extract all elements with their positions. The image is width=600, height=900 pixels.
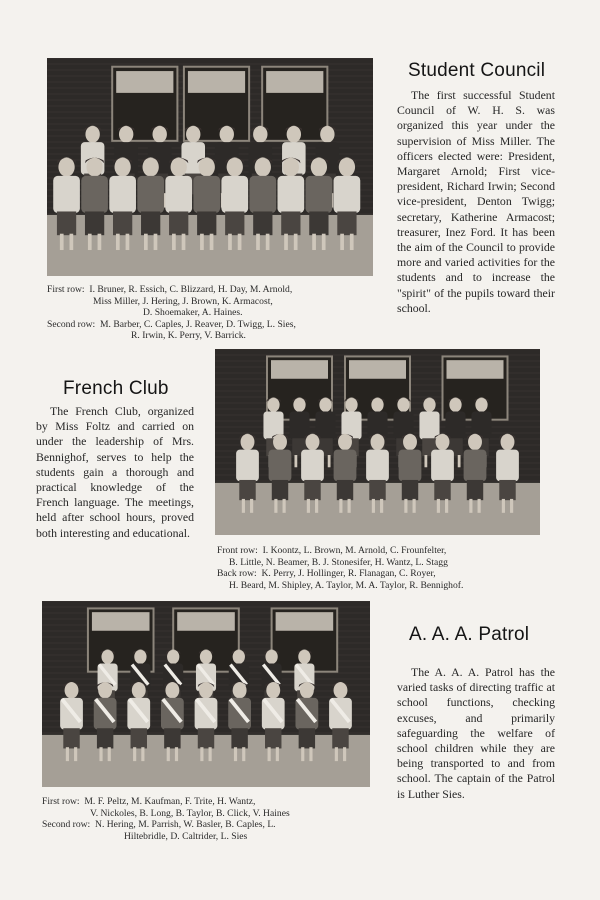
window-pane	[266, 71, 323, 93]
caption-names: V. Nickoles, B. Long, B. Taylor, B. Click, V. Haines	[90, 807, 290, 819]
caption-names: K. Perry, J. Hollinger, R. Flanagan, C. Royer,	[261, 568, 436, 580]
caption-row-label: Second row:	[42, 819, 91, 831]
aaa-patrol-caption	[42, 796, 382, 842]
window-pane	[349, 360, 406, 379]
window-pane	[447, 360, 504, 379]
student-council-caption	[47, 284, 387, 342]
student-council-text: The first successful Student Council of W. H. S. was organized this year under the supervision of Miss Miller. The officers elected were: President, Margaret Arnold; First vice-president, Richard Irwin; Second vice-president, Denton Twigg; secretary, Katherine Armacost; treasurer, Inez Ford. It has been the aim of the Council to provide more and varied activities for the students and to increase the "spirit" of the pupils toward their school.	[397, 88, 555, 315]
caption-row-label: Front row:	[217, 545, 258, 556]
caption-row-label: First row:	[42, 796, 80, 807]
window-pane	[116, 71, 173, 93]
caption-names: Hiltebridle, D. Caltrider, L. Sies	[124, 830, 248, 842]
caption-names: B. Little, N. Beamer, B. J. Stonesifer, H. Wantz, L. Stagg	[229, 556, 448, 568]
caption-names: Miss Miller, J. Hering, J. Brown, K. Armacost,	[93, 295, 273, 307]
french-club-photo	[215, 349, 540, 535]
french-club-caption	[217, 545, 557, 591]
caption-row-label: Back row:	[217, 568, 257, 580]
student-council-heading: Student Council	[408, 60, 546, 81]
window-pane	[92, 612, 150, 631]
aaa-patrol-photo	[42, 601, 370, 787]
caption-names: R. Irwin, K. Perry, V. Barrick.	[131, 330, 246, 342]
window-pane	[271, 360, 328, 379]
caption-names: D. Shoemaker, A. Haines.	[143, 307, 243, 319]
caption-names: H. Beard, M. Shipley, A. Taylor, M. A. Taylor, R. Bennighof.	[229, 579, 464, 591]
caption-names: M. Barber, C. Caples, J. Reaver, D. Twigg, L. Sies,	[100, 318, 296, 330]
french-club-text: The French Club, organized by Miss Foltz and carried on under the leadership of Mrs. Bennighof, serves to help the students gain a thorough and practical knowledge of the French language. The meetings, held after school hours, proved both interesting and educational.	[36, 404, 194, 540]
caption-row-label: First row:	[47, 284, 85, 295]
student-council-photo	[47, 58, 373, 276]
caption-names: N. Hering, M. Parrish, W. Basler, B. Caples, L.	[95, 819, 276, 831]
caption-row-label: Second row:	[47, 318, 96, 330]
caption-names: I. Koontz, L. Brown, M. Arnold, C. Frounfelter,	[262, 545, 447, 556]
aaa-patrol-text: The A. A. A. Patrol has the varied tasks of directing traffic at school functions, checking excuses, and primarily safeguarding the welfare of school children while they are being transported to and from school. The captain of the Patrol is Luther Sies.	[397, 665, 555, 801]
french-club-heading: French Club	[63, 378, 169, 399]
caption-names: I. Bruner, R. Essich, C. Blizzard, H. Day, M. Arnold,	[89, 284, 293, 295]
caption-names: M. F. Peltz, M. Kaufman, F. Trite, H. Wantz,	[84, 796, 256, 807]
aaa-patrol-heading: A. A. A. Patrol	[409, 624, 530, 645]
window-pane	[276, 612, 334, 631]
window-pane	[177, 612, 235, 631]
window-pane	[188, 71, 245, 93]
